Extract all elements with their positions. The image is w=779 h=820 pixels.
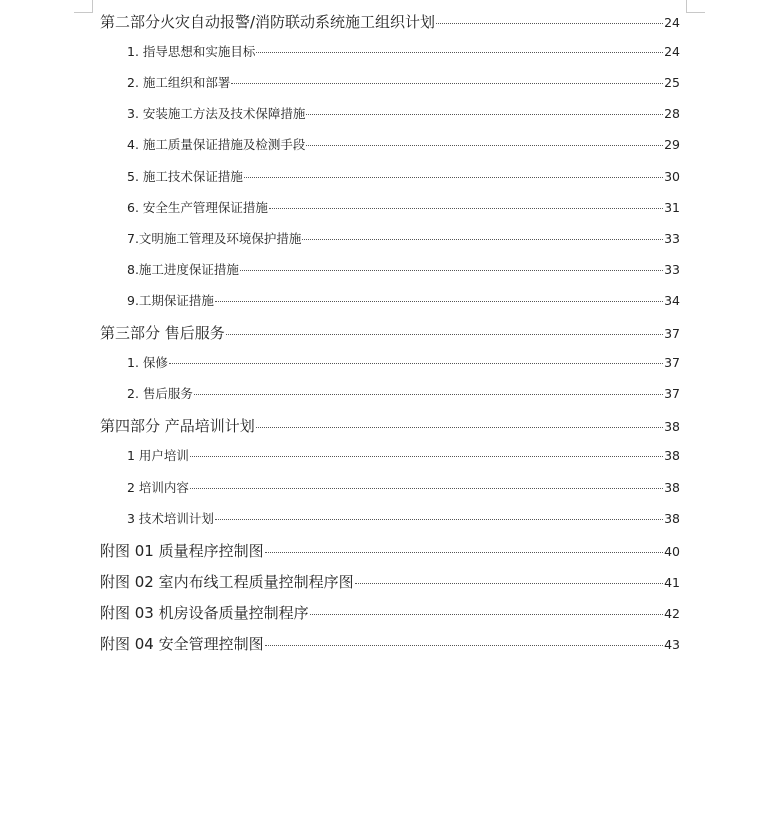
toc-entry-subsection[interactable] bbox=[127, 135, 680, 157]
toc-entry-section[interactable] bbox=[100, 571, 680, 593]
toc-dot-leader bbox=[269, 208, 663, 209]
toc-page-number: 41 bbox=[664, 574, 680, 590]
toc-entry-label: 2. 施工组织和部署 bbox=[127, 75, 231, 91]
toc-dot-leader bbox=[215, 301, 663, 302]
toc-dot-leader bbox=[244, 177, 663, 178]
toc-entry-subsection[interactable] bbox=[127, 104, 680, 126]
toc-entry-section[interactable] bbox=[100, 415, 680, 437]
toc-dot-leader bbox=[302, 239, 663, 240]
toc-entry-label: 1. 指导思想和实施目标 bbox=[127, 44, 256, 60]
toc-entry-label: 第四部分 产品培训计划 bbox=[100, 417, 255, 436]
toc-entry-label: 4. 施工质量保证措施及检测手段 bbox=[127, 137, 306, 153]
toc-entry-label: 3. 安装施工方法及技术保障措施 bbox=[127, 106, 306, 122]
toc-dot-leader bbox=[190, 488, 663, 489]
toc-page-number: 24 bbox=[664, 15, 680, 30]
toc-entry-subsection[interactable] bbox=[127, 167, 680, 189]
toc-dot-leader bbox=[306, 145, 663, 146]
toc-entry-subsection[interactable] bbox=[127, 353, 680, 375]
toc-page-number: 34 bbox=[664, 292, 680, 308]
toc-entry-label: 附图 01 质量程序控制图 bbox=[100, 541, 264, 560]
toc-page-number: 42 bbox=[664, 605, 680, 621]
toc-entry-label: 7.文明施工管理及环境保护措施 bbox=[127, 230, 302, 246]
toc-dot-leader bbox=[436, 23, 663, 24]
toc-entry-section[interactable] bbox=[100, 11, 680, 33]
toc-page-number: 31 bbox=[664, 199, 680, 215]
toc-dot-leader bbox=[265, 552, 663, 553]
toc-dot-leader bbox=[190, 456, 663, 457]
toc-dot-leader bbox=[215, 519, 663, 520]
toc-entry-label: 1 用户培训 bbox=[127, 448, 189, 464]
toc-entry-label: 6. 安全生产管理保证措施 bbox=[127, 199, 268, 215]
toc-entry-subsection[interactable] bbox=[127, 229, 680, 251]
toc-entry-label: 附图 02 室内布线工程质量控制程序图 bbox=[100, 572, 354, 591]
toc-entry-subsection[interactable] bbox=[127, 509, 680, 531]
toc-page-number: 37 bbox=[664, 326, 680, 341]
toc-page-number: 37 bbox=[664, 386, 680, 402]
toc-dot-leader bbox=[169, 363, 663, 364]
toc-entry-subsection[interactable] bbox=[127, 42, 680, 64]
toc-entry-label: 2. 售后服务 bbox=[127, 386, 193, 402]
toc-page-number: 33 bbox=[664, 261, 680, 277]
toc-entry-subsection[interactable] bbox=[127, 478, 680, 500]
toc-page-number: 38 bbox=[664, 510, 680, 526]
toc-dot-leader bbox=[306, 114, 663, 115]
toc-dot-leader bbox=[226, 334, 663, 335]
toc-entry-section[interactable] bbox=[100, 540, 680, 562]
toc-entry-label: 3 技术培训计划 bbox=[127, 510, 214, 526]
toc-page-number: 24 bbox=[664, 44, 680, 60]
toc-entry-label: 附图 03 机房设备质量控制程序 bbox=[100, 603, 309, 622]
toc-entry-label: 9.工期保证措施 bbox=[127, 292, 214, 308]
toc-page-number: 43 bbox=[664, 637, 680, 652]
toc-entry-label: 2 培训内容 bbox=[127, 479, 189, 495]
toc-page-number: 28 bbox=[664, 106, 680, 122]
toc-entry-label: 1. 保修 bbox=[127, 355, 168, 371]
toc-dot-leader bbox=[256, 52, 663, 53]
toc-page-number: 38 bbox=[664, 479, 680, 495]
toc-dot-leader bbox=[256, 427, 663, 428]
toc-page-number: 33 bbox=[664, 230, 680, 246]
toc-entry-section[interactable] bbox=[100, 322, 680, 344]
toc-entry-subsection[interactable] bbox=[127, 446, 680, 468]
toc-dot-leader bbox=[194, 394, 663, 395]
toc-entry-subsection[interactable] bbox=[127, 291, 680, 313]
toc-entry-section[interactable] bbox=[100, 602, 680, 624]
page-corner-mark-right bbox=[686, 0, 705, 13]
toc-entry-subsection[interactable] bbox=[127, 198, 680, 220]
toc-page-number: 29 bbox=[664, 137, 680, 153]
toc-dot-leader bbox=[240, 270, 663, 271]
toc-page-number: 37 bbox=[664, 355, 680, 371]
toc-entry-label: 附图 04 安全管理控制图 bbox=[100, 635, 264, 653]
toc-page-number: 40 bbox=[664, 543, 680, 559]
toc-entry-section[interactable] bbox=[100, 633, 680, 655]
toc-entry-subsection[interactable] bbox=[127, 260, 680, 282]
toc-entry-label: 第三部分 售后服务 bbox=[100, 324, 225, 342]
toc-entry-label: 第二部分火灾自动报警/消防联动系统施工组织计划 bbox=[100, 13, 436, 31]
toc-entry-subsection[interactable] bbox=[127, 73, 680, 95]
toc-dot-leader bbox=[265, 645, 663, 646]
toc-entry-label: 5. 施工技术保证措施 bbox=[127, 168, 243, 184]
toc-entry-subsection[interactable] bbox=[127, 384, 680, 406]
toc-page-number: 38 bbox=[664, 419, 680, 435]
toc-dot-leader bbox=[231, 83, 663, 84]
toc-entry-label: 8.施工进度保证措施 bbox=[127, 261, 239, 277]
toc-dot-leader bbox=[355, 583, 663, 584]
page-corner-mark-left bbox=[74, 0, 93, 13]
toc-page-number: 38 bbox=[664, 448, 680, 464]
toc-page-number: 30 bbox=[664, 168, 680, 184]
toc-dot-leader bbox=[310, 614, 663, 615]
toc-page-number: 25 bbox=[664, 75, 680, 91]
